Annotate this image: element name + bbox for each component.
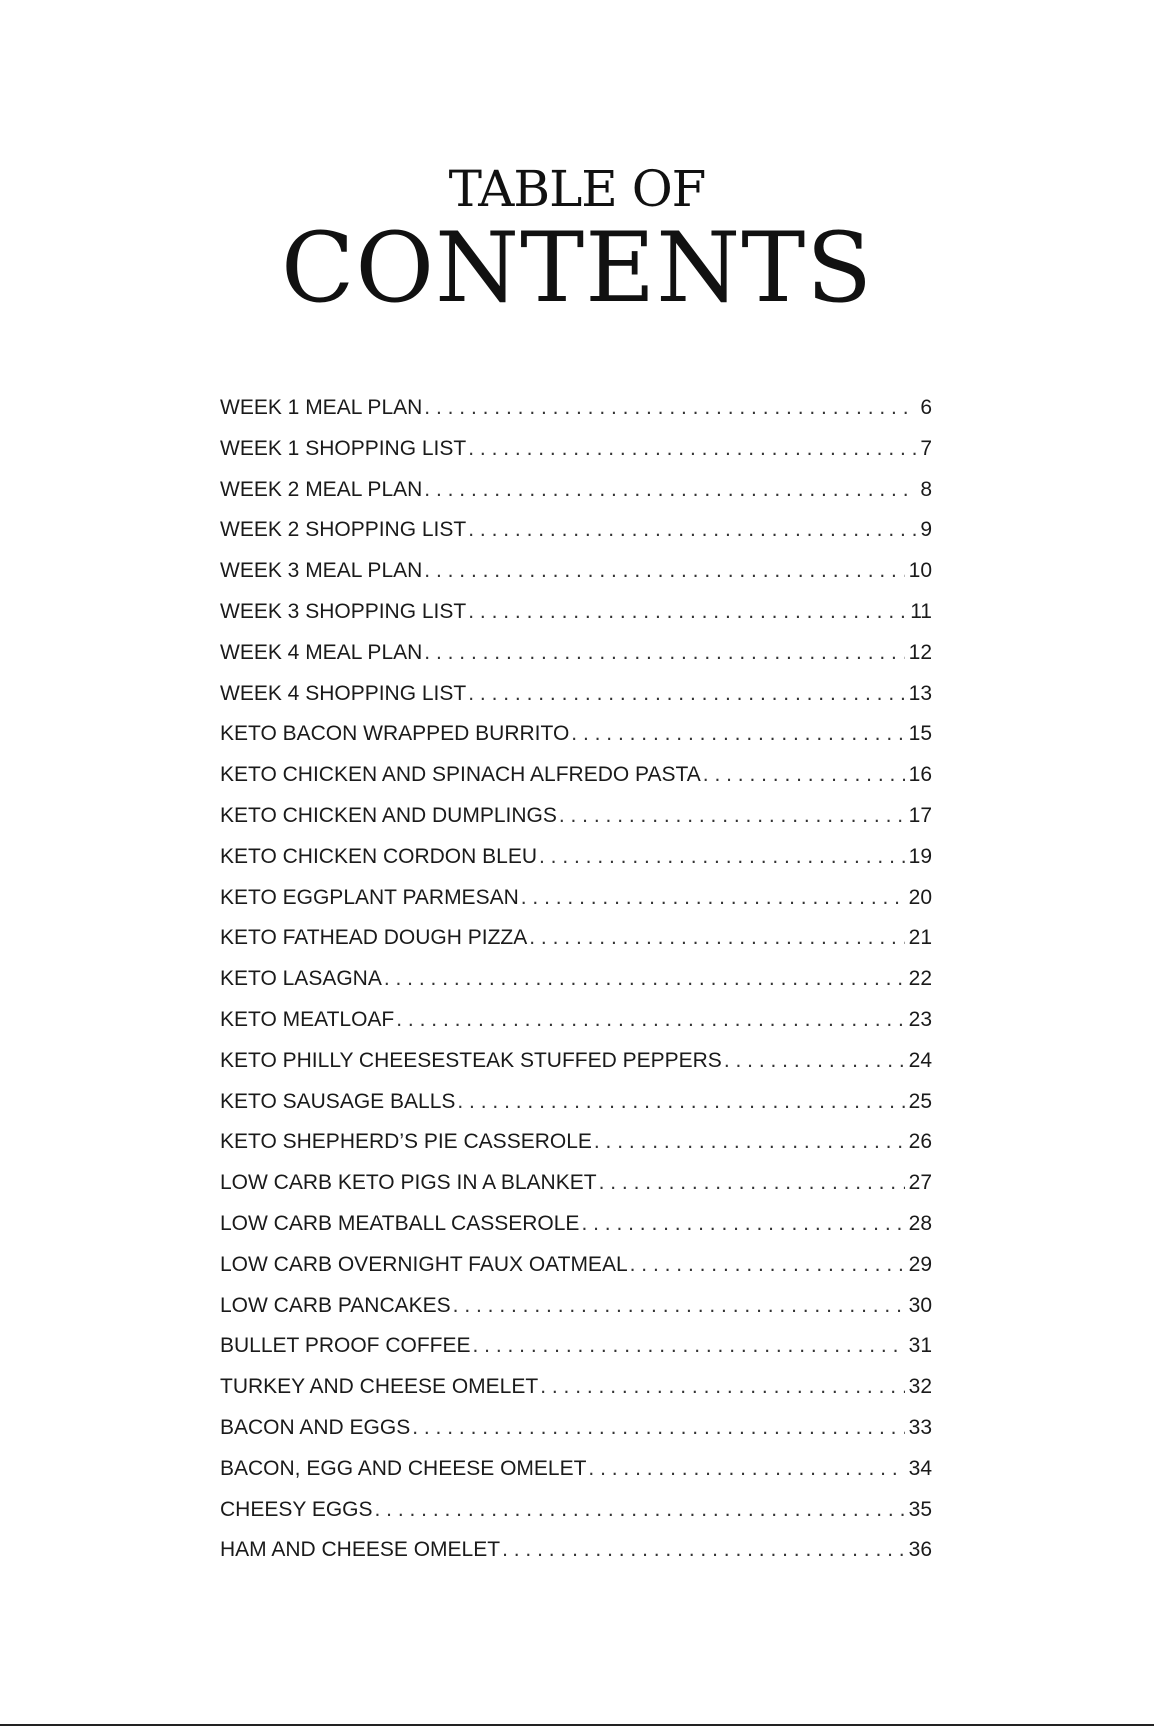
toc-entry-title: LOW CARB PANCAKES [220, 1293, 451, 1317]
toc-dot-leader [375, 1490, 905, 1531]
toc-entry[interactable] [220, 796, 932, 837]
toc-entry-title: WEEK 4 SHOPPING LIST [220, 681, 467, 705]
page-title-line-1: TABLE OF [448, 160, 706, 218]
toc-entry-title: KETO BACON WRAPPED BURRITO [220, 722, 570, 746]
toc-dot-leader [594, 1122, 905, 1163]
toc-dot-leader [540, 1367, 904, 1408]
toc-entry-title: CHEESY EGGS [220, 1497, 373, 1521]
toc-dot-leader [724, 1041, 905, 1082]
toc-dot-leader [424, 470, 916, 511]
toc-dot-leader [588, 1449, 904, 1490]
toc-entry-title: WEEK 1 SHOPPING LIST [220, 436, 467, 460]
toc-entry[interactable] [220, 388, 932, 429]
toc-dot-leader [424, 633, 904, 674]
toc-entry-title: KETO CHICKEN AND DUMPLINGS [220, 803, 557, 827]
toc-entry-title: LOW CARB MEATBALL CASSEROLE [220, 1211, 580, 1235]
toc-entry-page-number: 12 [908, 640, 932, 664]
toc-dot-leader [468, 674, 904, 715]
toc-entry[interactable] [220, 551, 932, 592]
toc-entry[interactable] [220, 959, 932, 1000]
toc-entry-title: KETO LASAGNA [220, 967, 382, 991]
toc-entry-page-number: 17 [908, 803, 932, 827]
toc-dot-leader [521, 878, 905, 919]
toc-entry-page-number: 6 [920, 396, 932, 419]
toc-entry-title: KETO MEATLOAF [220, 1007, 395, 1031]
toc-entry-title: BACON AND EGGS [220, 1415, 411, 1439]
toc-entry-page-number: 19 [908, 844, 932, 868]
toc-entry[interactable] [220, 837, 932, 878]
toc-entry[interactable] [220, 1041, 932, 1082]
toc-entry[interactable] [220, 1163, 932, 1204]
toc-entry-page-number: 27 [908, 1171, 932, 1195]
toc-entry-page-number: 9 [920, 518, 932, 542]
toc-entry-page-number: 25 [908, 1089, 932, 1113]
table-of-contents-list [220, 388, 932, 1571]
toc-entry-page-number: 35 [908, 1497, 932, 1521]
toc-entry[interactable] [220, 1082, 932, 1123]
toc-entry-page-number: 22 [908, 967, 932, 991]
toc-entry-page-number: 11 [910, 599, 932, 623]
toc-entry-title: KETO EGGPLANT PARMESAN [220, 885, 519, 909]
toc-entry-title: WEEK 1 MEAL PLAN [220, 396, 423, 419]
toc-entry[interactable] [220, 1367, 932, 1408]
toc-entry-page-number: 20 [908, 885, 932, 909]
toc-dot-leader [502, 1530, 905, 1571]
toc-entry-title: LOW CARB KETO PIGS IN A BLANKET [220, 1171, 597, 1195]
toc-dot-leader [599, 1163, 905, 1204]
toc-entry-page-number: 21 [908, 926, 932, 950]
toc-entry-title: WEEK 2 SHOPPING LIST [220, 518, 467, 542]
toc-dot-leader [412, 1408, 904, 1449]
toc-dot-leader [703, 755, 905, 796]
toc-entry-title: WEEK 2 MEAL PLAN [220, 477, 423, 501]
toc-entry-page-number: 23 [908, 1007, 932, 1031]
toc-entry-page-number: 32 [908, 1375, 932, 1399]
toc-entry-page-number: 10 [908, 559, 932, 583]
toc-entry[interactable] [220, 1000, 932, 1041]
toc-entry-page-number: 33 [908, 1415, 932, 1439]
toc-entry[interactable] [220, 470, 932, 511]
toc-dot-leader [468, 592, 906, 633]
toc-entry[interactable] [220, 633, 932, 674]
toc-entry-title: HAM AND CHEESE OMELET [220, 1538, 501, 1562]
toc-dot-leader [384, 959, 905, 1000]
toc-dot-leader [396, 1000, 904, 1041]
toc-entry[interactable] [220, 1408, 932, 1449]
toc-entry[interactable] [220, 878, 932, 919]
toc-dot-leader [473, 1326, 905, 1367]
toc-entry-title: BULLET PROOF COFFEE [220, 1334, 471, 1358]
toc-entry-title: KETO CHICKEN CORDON BLEU [220, 844, 537, 868]
toc-entry-page-number: 16 [908, 763, 932, 787]
page-title-line-2: CONTENTS [280, 212, 874, 324]
toc-entry-title: WEEK 3 MEAL PLAN [220, 559, 423, 583]
toc-entry-title: KETO SAUSAGE BALLS [220, 1089, 456, 1113]
toc-entry-page-number: 29 [908, 1252, 932, 1276]
toc-entry-page-number: 15 [908, 722, 932, 746]
toc-entry-title: LOW CARB OVERNIGHT FAUX OATMEAL [220, 1252, 628, 1276]
toc-entry-title: WEEK 4 MEAL PLAN [220, 640, 423, 664]
toc-dot-leader [559, 796, 905, 837]
toc-dot-leader [539, 837, 905, 878]
toc-entry[interactable] [220, 1326, 932, 1367]
toc-entry[interactable] [220, 592, 932, 633]
toc-entry-page-number: 26 [908, 1130, 932, 1154]
toc-entry-page-number: 24 [908, 1048, 932, 1072]
toc-dot-leader [424, 551, 904, 592]
toc-entry[interactable] [220, 429, 932, 470]
toc-entry-title: KETO SHEPHERD’S PIE CASSEROLE [220, 1130, 592, 1154]
toc-entry-page-number: 31 [908, 1334, 932, 1358]
toc-entry[interactable] [220, 918, 932, 959]
toc-entry[interactable] [220, 674, 932, 715]
toc-entry-page-number: 8 [920, 477, 932, 501]
toc-entry-page-number: 36 [908, 1538, 932, 1562]
toc-entry-page-number: 7 [920, 436, 932, 460]
page-title [0, 160, 1154, 324]
toc-entry-title: TURKEY AND CHEESE OMELET [220, 1375, 539, 1399]
toc-entry[interactable] [220, 1449, 932, 1490]
toc-entry[interactable] [220, 714, 932, 755]
toc-dot-leader [581, 1204, 904, 1245]
toc-dot-leader [468, 429, 916, 470]
toc-entry-title: KETO PHILLY CHEESESTEAK STUFFED PEPPERS [220, 1048, 722, 1072]
toc-entry-page-number: 13 [908, 681, 932, 705]
toc-entry-page-number: 34 [908, 1456, 932, 1480]
toc-dot-leader [424, 388, 916, 429]
toc-entry-title: BACON, EGG AND CHEESE OMELET [220, 1456, 587, 1480]
toc-dot-leader [453, 1286, 905, 1327]
toc-entry-title: KETO FATHEAD DOUGH PIZZA [220, 926, 528, 950]
toc-entry-page-number: 30 [908, 1293, 932, 1317]
toc-entry[interactable] [220, 510, 932, 551]
toc-entry-title: KETO CHICKEN AND SPINACH ALFREDO PASTA [220, 763, 701, 787]
toc-dot-leader [630, 1245, 905, 1286]
toc-dot-leader [457, 1082, 904, 1123]
toc-dot-leader [571, 714, 904, 755]
toc-entry[interactable] [220, 1122, 932, 1163]
toc-entry-page-number: 28 [908, 1211, 932, 1235]
toc-entry[interactable] [220, 1204, 932, 1245]
toc-dot-leader [529, 918, 904, 959]
toc-entry[interactable] [220, 1490, 932, 1531]
toc-entry[interactable] [220, 1286, 932, 1327]
toc-entry-title: WEEK 3 SHOPPING LIST [220, 599, 467, 623]
toc-entry[interactable] [220, 1530, 932, 1571]
toc-entry[interactable] [220, 1245, 932, 1286]
toc-entry[interactable] [220, 755, 932, 796]
toc-dot-leader [468, 510, 916, 551]
